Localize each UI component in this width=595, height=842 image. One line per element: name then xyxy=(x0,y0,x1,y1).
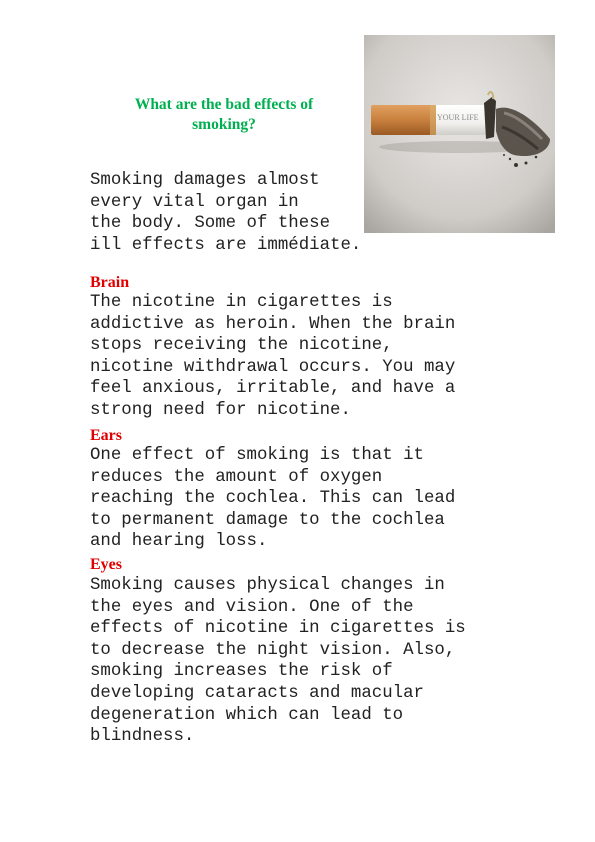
title-line-2: smoking? xyxy=(192,116,256,133)
paragraph-line: and hearing loss. xyxy=(90,532,268,552)
cigarette-filter xyxy=(371,105,437,135)
section-text-ears xyxy=(90,445,455,553)
intro-line: every vital organ in xyxy=(90,192,299,212)
paragraph-line: nicotine withdrawal occurs. You may xyxy=(90,357,456,377)
paragraph-line: blindness. xyxy=(90,727,195,747)
paragraph-line: to decrease the night vision. Also, xyxy=(90,640,456,660)
cigarette-illustration xyxy=(364,35,555,233)
intro-line: ill effects are immédiate. xyxy=(90,235,362,255)
title-line-1: What are the bad effects of xyxy=(134,96,314,113)
section-heading-brain: Brain xyxy=(90,274,130,291)
paragraph-line: Smoking causes physical changes in xyxy=(90,576,445,595)
intro-line: the body. Some of these xyxy=(90,214,331,234)
burnt-tip xyxy=(484,97,496,139)
paragraph-line: reaching the cochlea. This can lead xyxy=(90,489,456,509)
page-title xyxy=(108,95,340,135)
paragraph-line: effects of nicotine in cigarettes is xyxy=(90,619,466,639)
paragraph-line: to permanent damage to the cochlea xyxy=(90,510,445,530)
paragraph-line: reduces the amount of oxygen xyxy=(90,467,383,487)
intro-paragraph xyxy=(90,170,361,256)
paragraph-line: stops receiving the nicotine, xyxy=(90,336,393,356)
paragraph-line: feel anxious, irritable, and have a xyxy=(90,379,456,399)
cigarette-print: YOUR LIFE xyxy=(437,113,479,122)
section-text-brain xyxy=(90,292,455,422)
paragraph-line: the eyes and vision. One of the xyxy=(90,597,414,617)
cigarette-photo xyxy=(364,35,555,233)
paragraph-line: developing cataracts and macular xyxy=(90,683,424,703)
paragraph-line: degeneration which can lead to xyxy=(90,705,404,725)
paragraph-line: The nicotine in cigarettes is xyxy=(90,293,393,312)
paragraph-line: addictive as heroin. When the brain xyxy=(90,314,456,334)
section-heading-ears: Ears xyxy=(90,427,122,444)
intro-line: Smoking damages almost xyxy=(90,171,320,190)
section-heading-eyes: Eyes xyxy=(90,556,122,573)
section-text-eyes xyxy=(90,575,466,748)
paragraph-line: smoking increases the risk of xyxy=(90,662,393,682)
paragraph-line: strong need for nicotine. xyxy=(90,400,351,420)
paragraph-line: One effect of smoking is that it xyxy=(90,446,424,465)
